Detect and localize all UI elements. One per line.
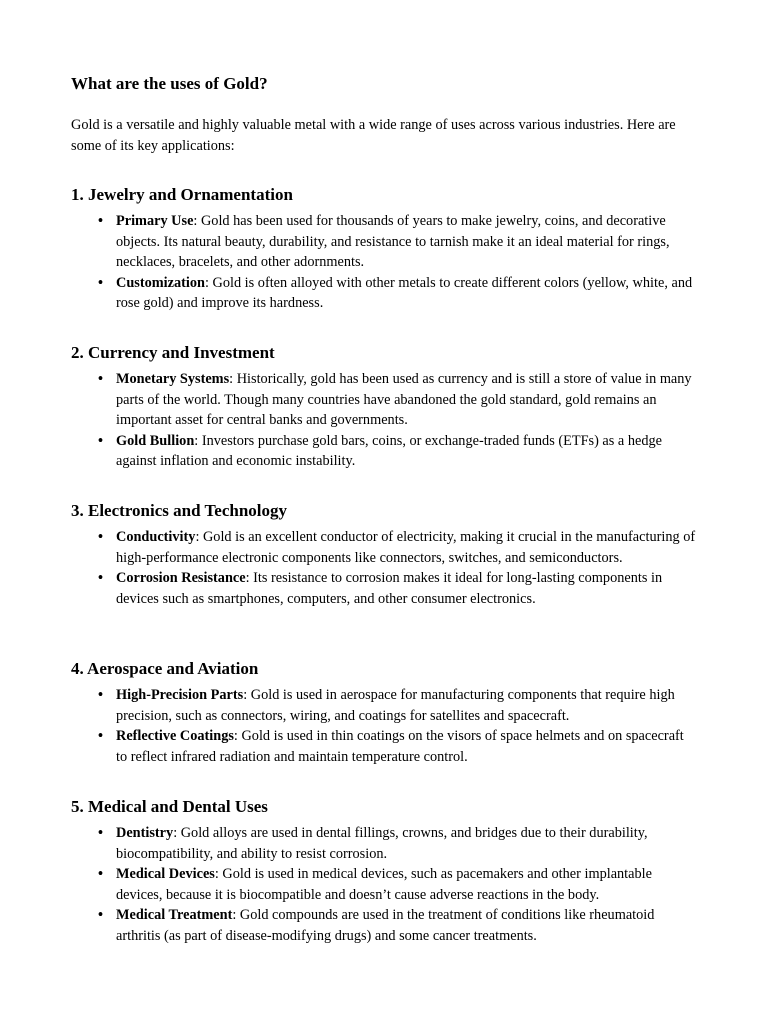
- section-heading: 1. Jewelry and Ornamentation: [71, 185, 293, 204]
- list-item: [71, 273, 698, 314]
- bullet-icon: •: [98, 570, 104, 586]
- list-item: [71, 211, 698, 273]
- bullet-icon: •: [98, 866, 104, 882]
- bullet-icon: •: [98, 687, 104, 703]
- bullet-icon: •: [98, 825, 104, 841]
- bullet-text: : Gold is used in medical devices, such as pacemakers and other implantable devices, because it is biocompatible and doesn’t cause adverse reactions in the body.: [116, 866, 652, 903]
- bullet-text: : Its resistance to corrosion makes it ideal for long-lasting components in devices such as smartphones, computers, and other consumer electronics.: [116, 570, 663, 607]
- list-item: [71, 685, 698, 726]
- bullet-text: : Gold is used in thin coatings on the visors of space helmets and on spacecraft to reflect infrared radiation and maintain temperature control.: [116, 728, 684, 765]
- bullet-list: [71, 823, 698, 946]
- bullet-text: : Gold compounds are used in the treatment of conditions like rheumatoid arthritis (as part of disease-modifying drugs) and some cancer treatments.: [116, 907, 655, 944]
- bullet-term: Corrosion Resistance: [116, 570, 246, 586]
- bullet-icon: •: [98, 432, 104, 449]
- intro-paragraph: Gold is a versatile and highly valuable metal with a wide range of uses across various industries. Here are some of its key applications:: [71, 117, 676, 154]
- section-currency: [71, 342, 698, 472]
- bullet-icon: •: [98, 529, 104, 545]
- bullet-term: Reflective Coatings: [116, 728, 234, 744]
- list-item: [71, 369, 698, 431]
- section-medical: [71, 796, 698, 946]
- bullet-term: High-Precision Parts: [116, 687, 244, 703]
- section-electronics: [71, 500, 698, 609]
- bullet-term: Primary Use: [116, 213, 194, 229]
- bullet-icon: •: [98, 213, 104, 229]
- bullet-term: Medical Treatment: [116, 907, 233, 923]
- bullet-list: [71, 211, 698, 314]
- bullet-term: Conductivity: [116, 529, 196, 545]
- bullet-list: [71, 369, 698, 472]
- section-heading: 5. Medical and Dental Uses: [71, 797, 268, 816]
- bullet-text: : Gold is an excellent conductor of electricity, making it crucial in the manufacturing of high-performance electronic components like connectors, switches, and semiconductors.: [116, 529, 696, 566]
- section-jewelry: [71, 184, 698, 314]
- bullet-text: : Gold alloys are used in dental fillings, crowns, and bridges due to their durability, biocompatibility, and ability to resist corrosion.: [116, 825, 648, 862]
- list-item: [71, 823, 698, 864]
- document-title: What are the uses of Gold?: [71, 74, 268, 93]
- section-heading: 2. Currency and Investment: [71, 343, 275, 362]
- bullet-term: Gold Bullion: [116, 432, 195, 449]
- bullet-term: Medical Devices: [116, 866, 215, 882]
- bullet-icon: •: [98, 371, 104, 387]
- list-item: [71, 905, 698, 946]
- bullet-text: : Gold is used in aerospace for manufacturing components that require high precision, such as connectors, wiring, and coatings for satellites and spacecraft.: [116, 687, 675, 724]
- bullet-text: : Investors purchase gold bars, coins, or exchange-traded funds (ETFs) as a hedge against inflation and economic instability.: [116, 432, 662, 469]
- bullet-text: : Historically, gold has been used as currency and is still a store of value in many parts of the world. Though many countries have abandoned the gold standard, gold remains an important asset for central banks and governments.: [116, 371, 692, 428]
- list-item: [71, 726, 698, 767]
- bullet-term: Dentistry: [116, 825, 174, 841]
- bullet-term: Customization: [116, 274, 205, 291]
- bullet-text: : Gold is often alloyed with other metals to create different colors (yellow, white, and rose gold) and improve its hardness.: [116, 274, 693, 311]
- list-item: [71, 527, 698, 568]
- list-item: [71, 568, 698, 609]
- bullet-icon: •: [98, 907, 104, 923]
- section-heading: 4. Aerospace and Aviation: [71, 659, 259, 678]
- bullet-list: [71, 527, 698, 609]
- list-item: [71, 431, 698, 472]
- bullet-icon: •: [98, 274, 104, 291]
- section-aerospace: [71, 658, 698, 767]
- list-item: [71, 864, 698, 905]
- bullet-text: : Gold has been used for thousands of years to make jewelry, coins, and decorative objects. Its natural beauty, durability, and resistance to tarnish make it an ideal material for rings, necklaces, bracelets, and other adornments.: [116, 213, 670, 270]
- bullet-term: Monetary Systems: [116, 371, 230, 387]
- bullet-icon: •: [98, 728, 104, 744]
- section-heading: 3. Electronics and Technology: [71, 501, 287, 520]
- bullet-list: [71, 685, 698, 767]
